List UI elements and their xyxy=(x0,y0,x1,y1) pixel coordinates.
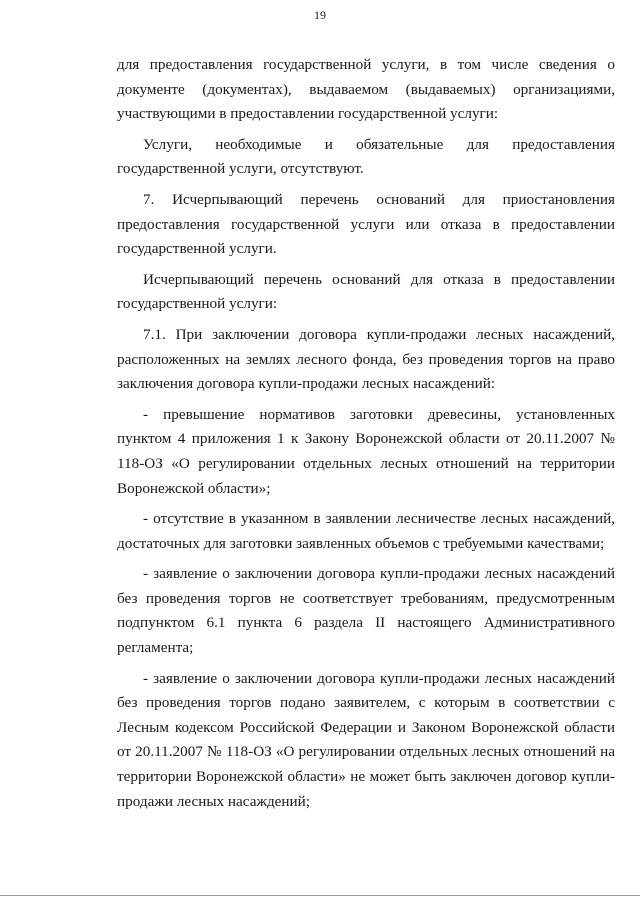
paragraph-section-7-heading: 7. Исчерпывающий перечень оснований для приостановления предоставления государственной услуги или отказа в предоставлении государственной услуги. xyxy=(117,190,615,258)
list-item-ineligible-applicant: - заявление о заключении договора купли-продажи лесных насаждений без проведения торгов подано заявителем, с которым в соответствии с Лесным кодексом Российской Федерации и Законом Воронежской области от 20.11.2007 № 118-ОЗ «О регулировании отдельных лесных отношений на территории Воронежской области» не может быть заключен договор купли-продажи лесных насаждений; xyxy=(117,669,615,810)
bottom-divider xyxy=(0,895,640,896)
list-item-noncompliant-application: - заявление о заключении договора купли-продажи лесных насаждений без проведения торгов не соответствует требованиям, предусмотренным подпунктом 6.1 пункта 6 раздела II настоящего Административного регламента; xyxy=(117,565,615,657)
paragraph-7-1: 7.1. При заключении договора купли-продажи лесных насаждений, расположенных на землях лесного фонда, без проведения торгов на право заключения договора купли-продажи лесных насаждений: xyxy=(117,325,615,393)
list-item-insufficient-forest: - отсутствие в указанном в заявлении лесничестве лесных насаждений, достаточных для заготовки заявленных объемов с требуемыми качествами; xyxy=(117,510,615,552)
paragraph-services-absent: Услуги, необходимые и обязательные для предоставления государственной услуги, отсутствуют. xyxy=(117,135,615,178)
page-number: 19 xyxy=(314,8,326,22)
paragraph-refusal-grounds-intro: Исчерпывающий перечень оснований для отказа в предоставлении государственной услуги: xyxy=(117,270,615,313)
document-body xyxy=(117,53,615,820)
paragraph-continuation: для предоставления государственной услуги, в том числе сведения о документе (документах), выдаваемом (выдаваемых) организациями, участвующими в предоставлении государственной услуги: xyxy=(117,56,615,123)
list-item-exceeding-norms: - превышение нормативов заготовки древесины, установленных пунктом 4 приложения 1 к Закону Воронежской области от 20.11.2007 № 118-ОЗ «О регулировании отдельных лесных отношений на территории Воронежской области»; xyxy=(117,405,615,497)
